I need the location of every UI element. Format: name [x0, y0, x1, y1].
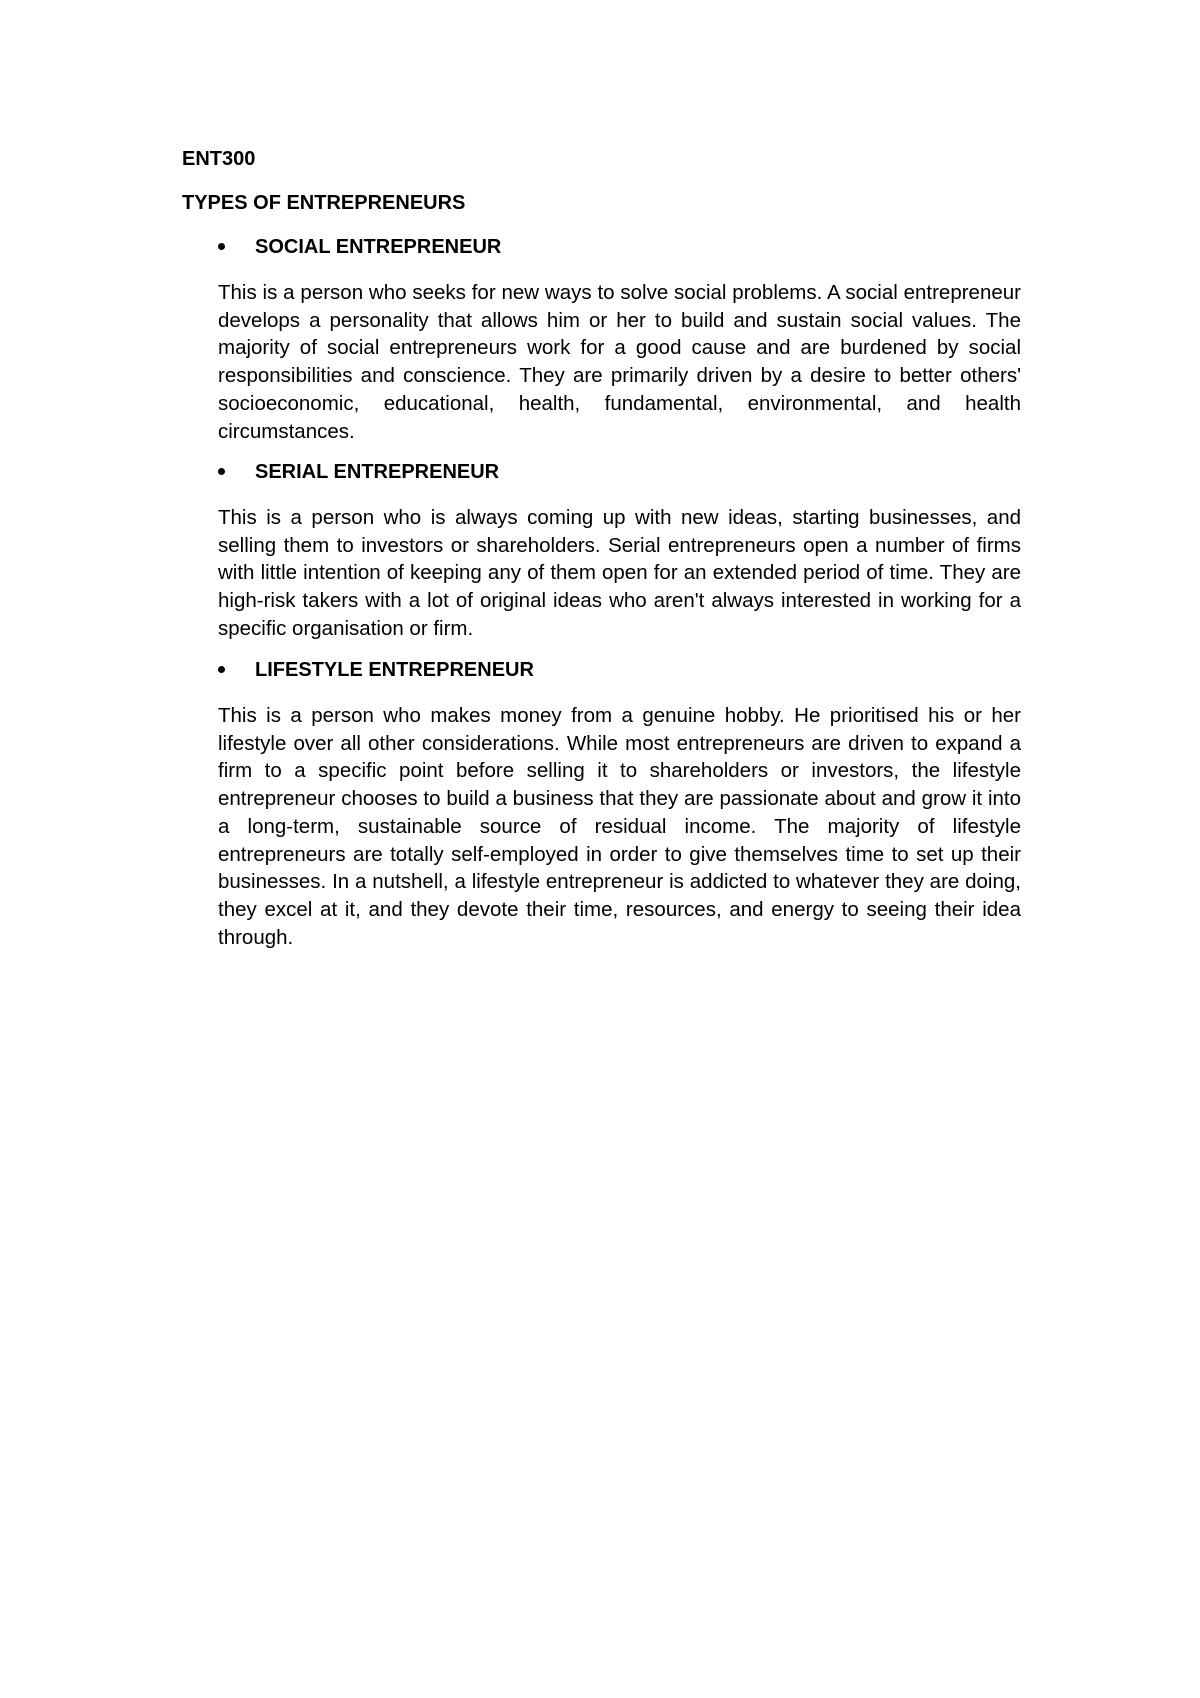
document-title: TYPES OF ENTREPRENEURS — [182, 192, 466, 214]
section-heading-text: SOCIAL ENTREPRENEUR — [255, 236, 502, 258]
section-heading-text: SERIAL ENTREPRENEUR — [255, 461, 500, 483]
bullet-icon — [218, 243, 225, 250]
section-social-entrepreneur — [182, 235, 1022, 445]
section-heading — [182, 235, 1022, 259]
section-heading-text: LIFESTYLE ENTREPRENEUR — [255, 659, 534, 681]
section-lifestyle-entrepreneur — [182, 658, 1022, 951]
section-heading — [182, 658, 1022, 682]
section-heading — [182, 460, 1022, 484]
course-code: ENT300 — [182, 148, 256, 170]
section-serial-entrepreneur — [182, 460, 1022, 643]
section-body: This is a person who is always coming up with new ideas, starting businesses, and selling them to investors or shareholders. Serial entrepreneurs open a number of firms with little intention of keeping any of them open for an extended period of time. They are high-risk takers with a lot of original ideas who aren't always interested in working for a specific organisation or firm. — [218, 506, 1021, 640]
bullet-icon — [218, 468, 225, 475]
section-body: This is a person who makes money from a genuine hobby. He prioritised his or her lifestyle over all other considerations. While most entrepreneurs are driven to expand a firm to a specific point before selling it to shareholders or investors, the lifestyle entrepreneur chooses to build a business that they are passionate about and grow it into a long-term, sustainable source of residual income. The majority of lifestyle entrepreneurs are totally self-employed in order to give themselves time to set up their businesses. In a nutshell, a lifestyle entrepreneur is addicted to whatever they are doing, they excel at it, and they devote their time, resources, and energy to seeing their idea through. — [218, 704, 1021, 949]
bullet-icon — [218, 666, 225, 673]
section-body: This is a person who seeks for new ways to solve social problems. A social entrepreneur develops a personality that allows him or her to build and sustain social values. The majority of social entrepreneurs work for a good cause and are burdened by social responsibilities and conscience. They are primarily driven by a desire to better others' socioeconomic, educational, health, fundamental, environmental, and health circumstances. — [218, 281, 1021, 443]
